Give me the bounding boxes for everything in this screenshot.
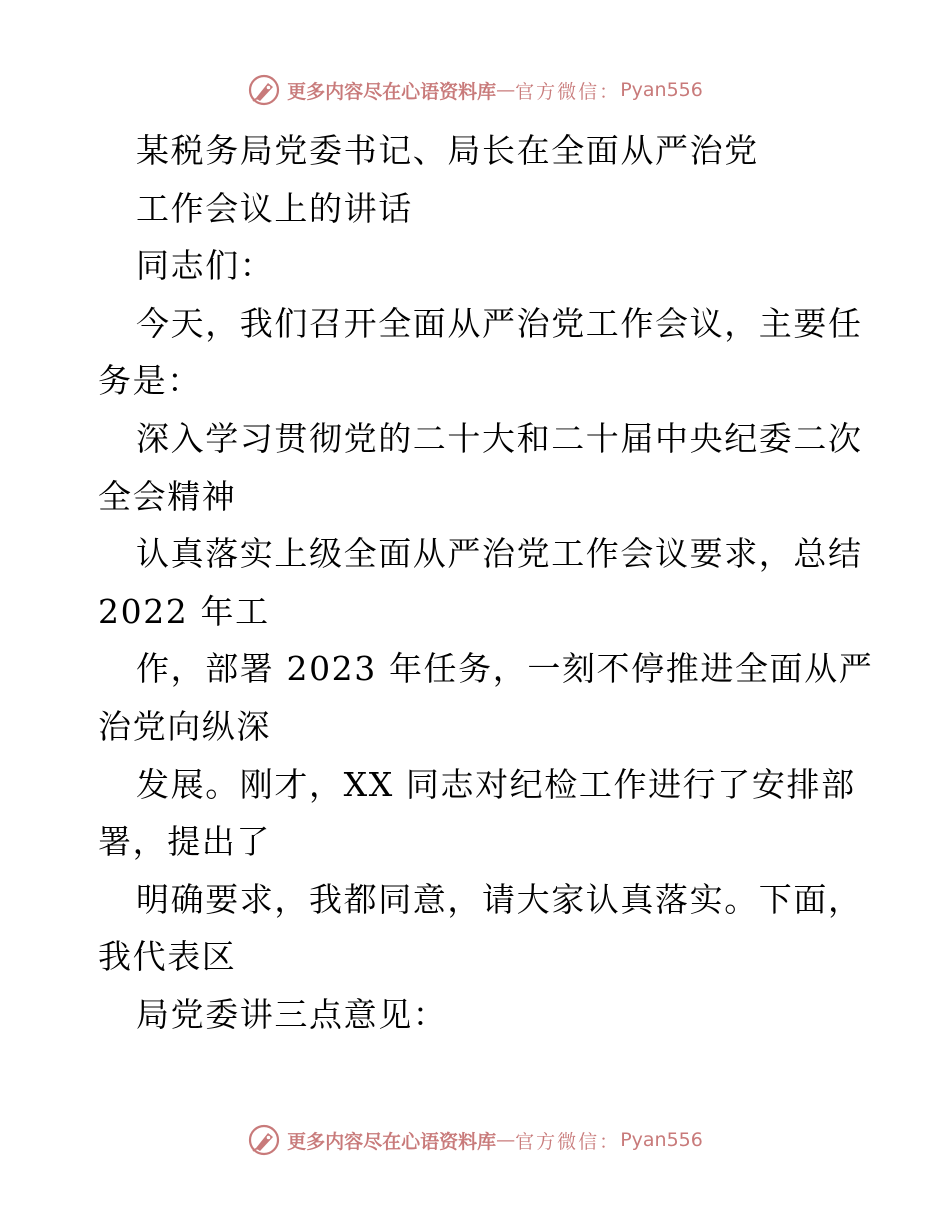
paragraph-line: 发展。刚才，XX 同志对纪检工作进行了安排部 [136,764,856,804]
watermark-separator: — [496,79,516,101]
paragraph-line: 认真落实上级全面从严治党工作会议要求，总结 [136,534,863,574]
paragraph-line: 我代表区 [98,937,237,977]
paragraph-line: 今天，我们召开全面从严治党工作会议，主要任 [136,303,863,343]
paragraph-line: 全会精神 [98,476,237,516]
title-line-2: 工作会议上的讲话 [136,188,413,228]
watermark-wechat-label: 官方微信： [515,1130,621,1153]
paragraph-line: 治党向纵深 [98,706,271,746]
watermark-main-text: 更多内容尽在心语资料库 [287,80,497,103]
pen-nib-circle-icon [247,73,281,107]
watermark-wechat-label: 官方微信： [515,80,621,103]
watermark-wechat-id: Pyan556 [620,79,703,101]
footer-watermark [0,1120,950,1160]
watermark-separator: — [496,1129,516,1151]
paragraph-line: 署，提出了 [98,822,271,862]
paragraph-line: 2022 年工 [98,591,270,631]
header-watermark [0,70,950,110]
title-line-1: 某税务局党委书记、局长在全面从严治党 [136,131,759,170]
paragraph-line: 明确要求，我都同意，请大家认真落实。下面， [136,879,863,919]
paragraph-line: 作，部署 2023 年任务，一刻不停推进全面从严 [136,649,874,689]
pen-nib-circle-icon [247,1123,281,1157]
paragraph-line: 局党委讲三点意见： [136,994,448,1034]
watermark-main-text: 更多内容尽在心语资料库 [287,1130,497,1153]
salutation: 同志们： [136,246,275,286]
document-body [98,122,874,1044]
watermark-wechat-id: Pyan556 [620,1129,703,1151]
paragraph-line: 务是： [98,361,202,401]
paragraph-line: 深入学习贯彻党的二十大和二十届中央纪委二次 [136,418,863,458]
